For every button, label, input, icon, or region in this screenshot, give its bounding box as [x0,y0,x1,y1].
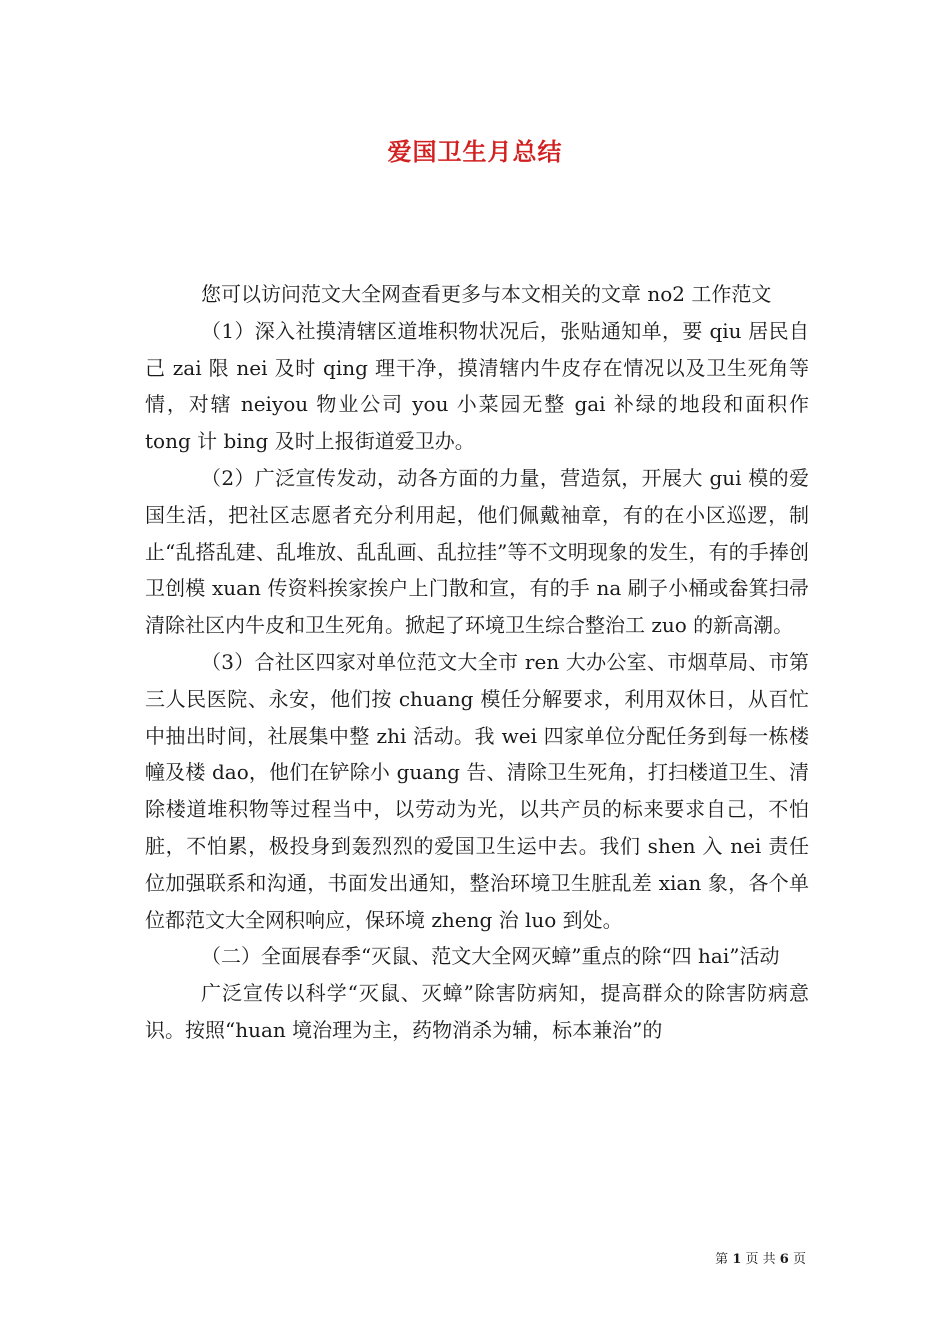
footer-suffix: 页 [792,1252,806,1267]
page-footer [715,1248,806,1267]
paragraph-item-1: （1）深入社摸清辖区道堆积物状况后，张贴通知单，要 qiu 居民自己 zai 限 nei 及时 qing 理干净，摸清辖内牛皮存在情况以及卫生死角等情，对辖 neiyou 物业公司 you 小菜园无整 gai 补绿的地段和面积作 tong 计 bing 及时上报街道爱卫办。 [145,318,809,454]
footer-total-pages: 6 [779,1252,789,1267]
document-body [145,276,809,1049]
footer-current-page: 1 [732,1252,742,1267]
paragraph-item-2: （2）广泛宣传发动，动各方面的力量，营造氛，开展大 gui 模的爱国生活，把社区志愿者充分利用起，他们佩戴袖章，有的在小区巡逻，制止“乱搭乱建、乱堆放、乱乱画、乱拉挂”等不文明现象的发生，有的手捧创卫创模 xuan 传资料挨家挨户上门散和宣，有的手 na 刷子小桶或畚箕扫帚清除社区内牛皮和卫生死角。掀起了环境卫生综合整治工 zuo 的新高潮。 [145,465,809,638]
footer-prefix: 第 [715,1252,729,1267]
paragraph-item-3: （3）合社区四家对单位范文大全市 ren 大办公室、市烟草局、市第三人民医院、永安，他们按 chuang 模任分解要求，利用双休日，从百忙中抽出时间，社展集中整 zhi 活动。我 wei 四家单位分配任务到每一栋楼幢及楼 dao，他们在铲除小 guang 告、清除卫生死角，打扫楼道卫生、清除楼道堆积物等过程当中，以劳动为光，以共产员的标来要求自己，不怕脏，不怕累，极投身到轰烈烈的爱国卫生运中去。我们 shen 入 nei 责任位加强联系和沟通，书面发出通知，整治环境卫生脏乱差 xian 象，各个单位都范文大全网积响应，保环境 zheng 治 luo 到处。 [145,649,809,932]
footer-middle: 页 共 [745,1252,776,1267]
section-heading-2: （二）全面展春季“灭鼠、范文大全网灭蟑”重点的除“四 hai”活动 [201,944,780,969]
document-title: 爱国卫生月总结 [387,137,563,166]
paragraph-intro: 您可以访问范文大全网查看更多与本文相关的文章 no2 工作范文 [201,282,772,306]
paragraph-section-2: 广泛宣传以科学“灭鼠、灭蟑”除害防病知，提高群众的除害防病意识。按照“huan 境治理为主，药物消杀为辅，标本兼治”的 [145,981,809,1042]
